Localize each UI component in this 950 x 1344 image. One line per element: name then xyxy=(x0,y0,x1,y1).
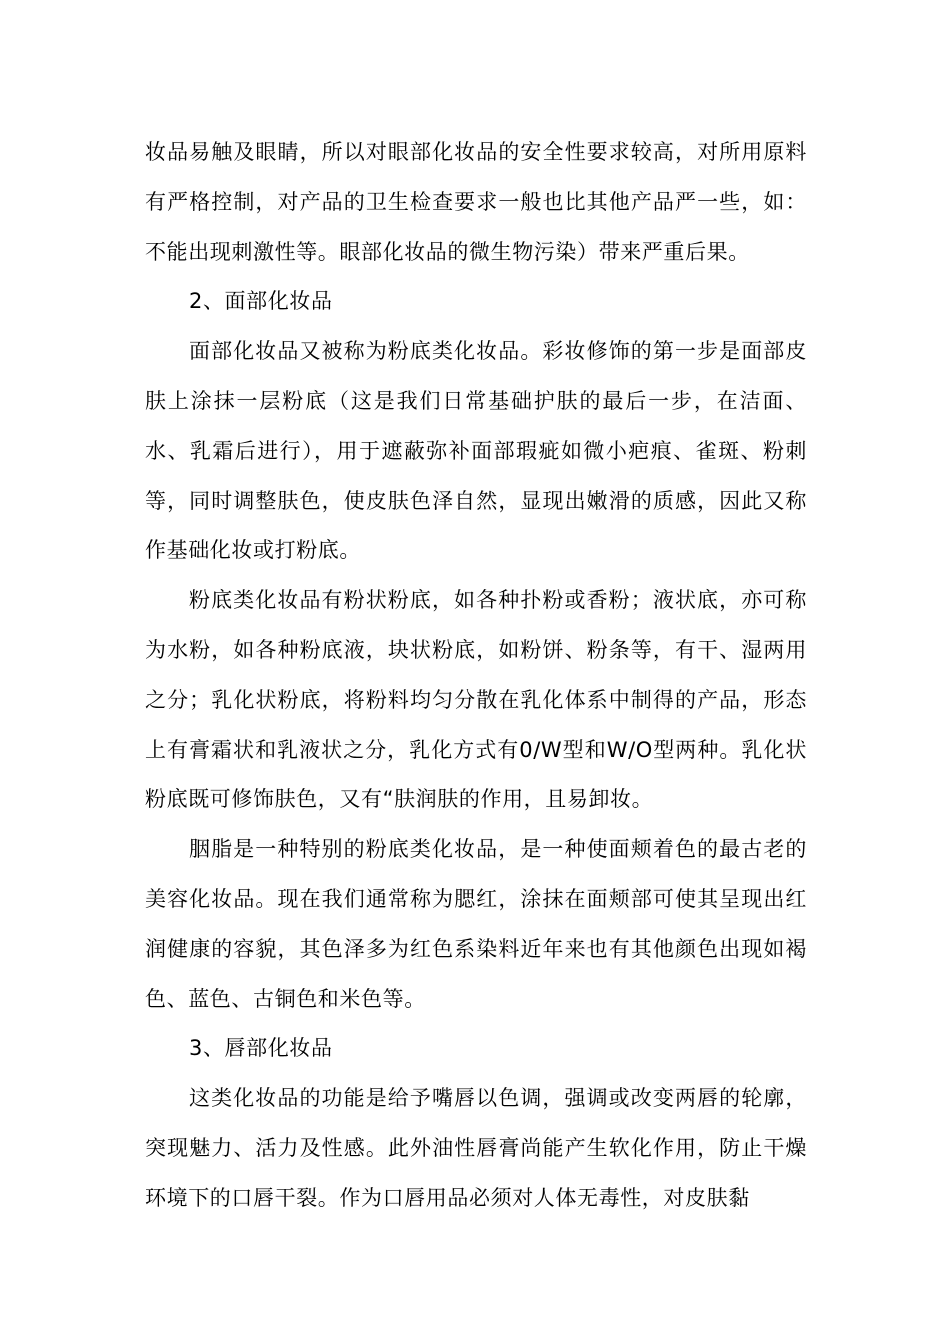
paragraph-blush: 胭脂是一种特别的粉底类化妆品，是一种使面颊着色的最古老的美容化妆品。现在我们通常称为腮红，涂抹在面颊部可使其呈现出红润健康的容貌，其色泽多为红色系染料近年来也有其他颜色出现如褐色、蓝色、古铜色和米色等。 xyxy=(145,837,807,1011)
paragraph-eye-cosmetics-continued: 妆品易触及眼睛，所以对眼部化妆品的安全性要求较高，对所用原料有严格控制，对产品的卫生检查要求一般也比其他产品严一些，如：不能出现刺激性等。眼部化妆品的微生物污染）带来严重后果。 xyxy=(145,140,807,264)
paragraph-lip-cosmetics: 这类化妆品的功能是给予嘴唇以色调，强调或改变两唇的轮廓，突现魅力、活力及性感。此外油性唇膏尚能产生软化作用，防止干燥环境下的口唇干裂。作为口唇用品必须对人体无毒性，对皮肤黏 xyxy=(145,1086,807,1210)
heading-lip-cosmetics: 3、唇部化妆品 xyxy=(189,1036,333,1061)
document-body xyxy=(145,128,807,1224)
heading-face-cosmetics: 2、面部化妆品 xyxy=(189,289,333,314)
paragraph-foundation-types: 粉底类化妆品有粉状粉底，如各种扑粉或香粉；液状底，亦可称为水粉，如各种粉底液，块状粉底，如粉饼、粉条等，有干、湿两用之分；乳化状粉底，将粉料均匀分散在乳化体系中制得的产品，形态上有膏霜状和乳液状之分，乳化方式有0/W型和W/O型两种。乳化状粉底既可修饰肤色，又有“肤润肤的作用，且易卸妆。 xyxy=(145,588,807,812)
paragraph-face-cosmetics: 面部化妆品又被称为粉底类化妆品。彩妆修饰的第一步是面部皮肤上涂抹一层粉底（这是我们日常基础护肤的最后一步，在洁面、水、乳霜后进行），用于遮蔽弥补面部瑕疵如微小疤痕、雀斑、粉刺等，同时调整肤色，使皮肤色泽自然，显现出嫩滑的质感，因此又称作基础化妆或打粉底。 xyxy=(145,339,807,563)
